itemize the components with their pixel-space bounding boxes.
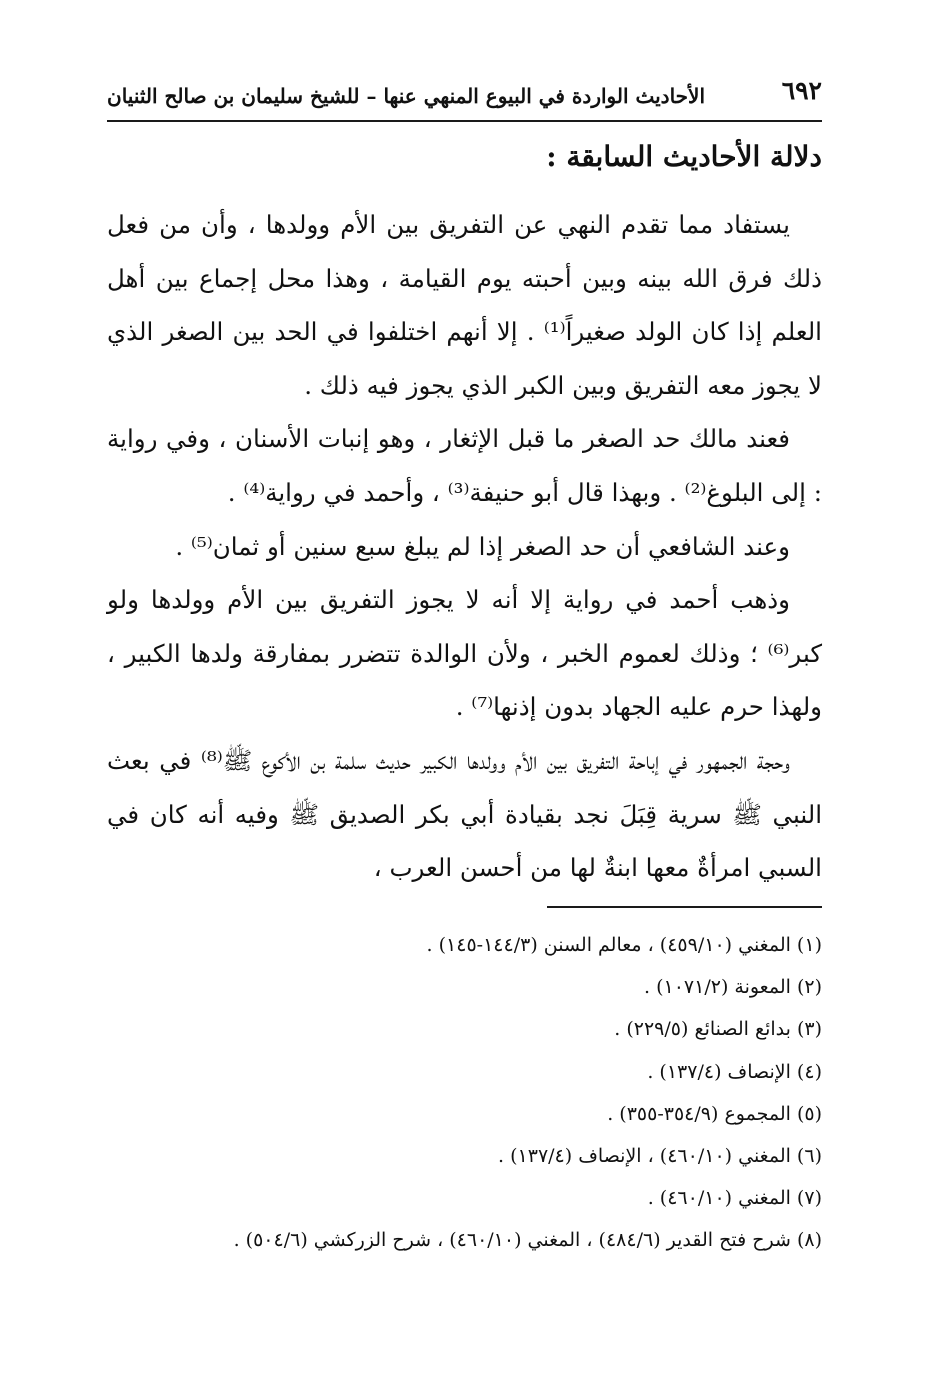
running-header-title: الأحاديث الواردة في البيوع المنهي عنها – للشيخ سليمان بن صالح الثنيان xyxy=(107,84,706,108)
paragraph: فعند مالك حد الصغر ما قبل الإثغار ، وهو إنبات الأسنان ، وفي رواية : إلى البلوغ⁽²⁾ . وبهذا قال أبو حنيفة⁽³⁾ ، وأحمد في رواية⁽⁴⁾ . xyxy=(107,424,822,507)
footnote-item: (١) المغني (٤٥٩/١٠) ، معالم السنن (١٤٤/٣-١٤٥) . xyxy=(426,934,822,956)
footnotes xyxy=(107,924,822,1262)
section-heading: دلالة الأحاديث السابقة : xyxy=(546,140,822,173)
footnote-item: (٨) شرح فتح القدير (٤٨٤/٦) ، المغني (٤٦٠/١٠) ، شرح الزركشي (٥٠٤/٦) . xyxy=(233,1229,822,1252)
footnote-item: (٦) المغني (٤٦٠/١٠) ، الإنصاف (١٣٧/٤) . xyxy=(498,1145,822,1168)
paragraph: يستفاد مما تقدم النهي عن التفريق بين الأم وولدها ، وأن من فعل ذلك فرق الله بينه وبين أحبته يوم القيامة ، وهذا محل إجماع بين أهل العلم إذا كان الولد صغيراً⁽¹⁾ . إلا أنهم اختلفوا في الحد بين الصغر الذي لا يجوز معه التفريق وبين الكبر الذي يجوز فيه ذلك . xyxy=(107,210,822,400)
paragraph: وحجة الجمهور في إباحة التفريق بين الأم وولدها الكبير حديث سلمة بن الأكوع ﷺ⁽⁸⁾ في بعث النبي ﷺ سرية قِبَلَ نجد بقيادة أبي بكر الصديق ﷺ وفيه أنه كان في السبي امرأةٌ معها ابنةٌ لها من أحسن العرب ، xyxy=(107,745,822,883)
footnote-item: (٥) المجموع (٣٥٤/٩-٣٥٥) . xyxy=(607,1102,822,1125)
footnote-item: (٣) بدائع الصنائع (٢٢٩/٥) . xyxy=(614,1018,822,1041)
footnote-item: (٧) المغني (٤٦٠/١٠) . xyxy=(647,1187,822,1210)
paragraph: وذهب أحمد في رواية إلا أنه لا يجوز التفريق بين الأم وولدها ولو كبر⁽⁶⁾ ؛ وذلك لعموم الخبر ، ولأن الوالدة تتضرر بمفارقة ولدها الكبير ، ولهذا حرم عليه الجهاد بدون إذنها⁽⁷⁾ . xyxy=(107,585,822,722)
body-text xyxy=(107,198,822,895)
paragraph: وعند الشافعي أن حد الصغر إذا لم يبلغ سبع سنين أو ثمان⁽⁵⁾ . xyxy=(175,531,790,561)
footnote-divider xyxy=(547,906,822,908)
running-header xyxy=(107,70,822,122)
footnote-item: (٤) الإنصاف (١٣٧/٤) . xyxy=(647,1060,822,1083)
footnote-item: (٢) المعونة (١٠٧١/٢) . xyxy=(644,976,822,999)
page-number: ٦٩٢ xyxy=(781,76,822,105)
